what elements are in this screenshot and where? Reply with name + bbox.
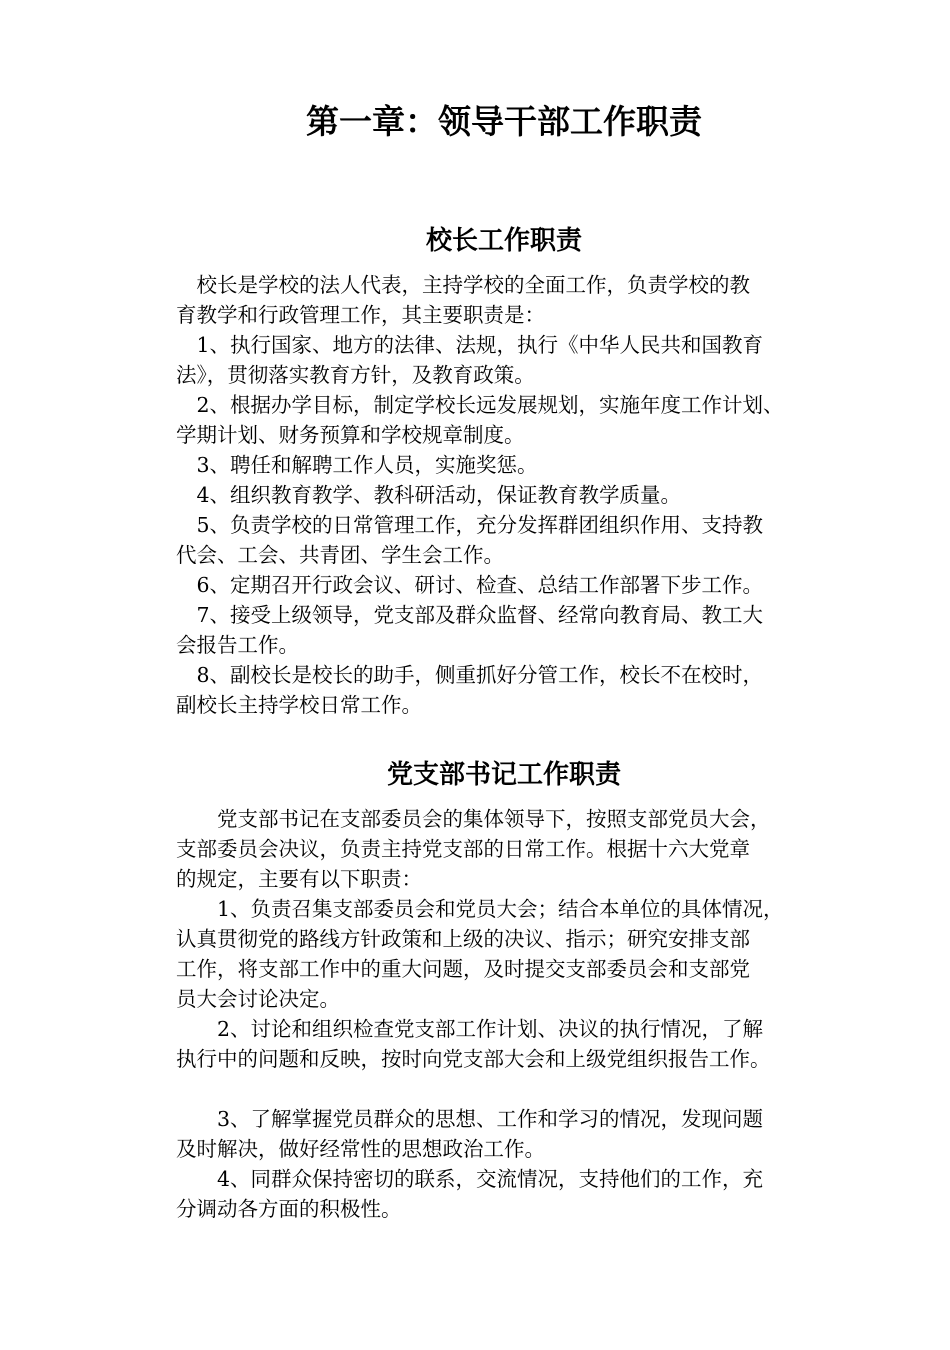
blank-line [176, 1074, 876, 1104]
section-body-party-secretary [176, 804, 876, 1224]
paragraph-line: 育教学和行政管理工作，其主要职责是： [176, 303, 545, 327]
paragraph-line: 校长是学校的法人代表，主持学校的全面工作，负责学校的教 [176, 273, 750, 297]
paragraph-line: 学期计划、财务预算和学校规章制度。 [176, 423, 525, 447]
paragraph-line: 法》，贯彻落实教育方针，及教育政策。 [176, 363, 535, 387]
paragraph-line: 1、执行国家、地方的法律、法规，执行《中华人民共和国教育 [176, 333, 764, 357]
paragraph-line: 员大会讨论决定。 [176, 987, 340, 1011]
paragraph-line: 分调动各方面的积极性。 [176, 1197, 402, 1221]
paragraph-line: 执行中的问题和反映，按时向党支部大会和上级党组织报告工作。 [176, 1047, 771, 1071]
chapter-title: 第一章：领导干部工作职责 [306, 102, 702, 141]
paragraph-line: 工作，将支部工作中的重大问题，及时提交支部委员会和支部党 [176, 957, 750, 981]
paragraph-line: 7、接受上级领导，党支部及群众监督、经常向教育局、教工大 [176, 603, 764, 627]
paragraph-line: 4、同群众保持密切的联系，交流情况，支持他们的工作，充 [176, 1167, 764, 1191]
paragraph-line: 8、副校长是校长的助手，侧重抓好分管工作，校长不在校时， [176, 663, 764, 687]
paragraph-line: 支部委员会决议，负责主持党支部的日常工作。根据十六大党章 [176, 837, 750, 861]
paragraph-line: 党支部书记在支部委员会的集体领导下，按照支部党员大会， [176, 807, 771, 831]
paragraph-line: 3、聘任和解聘工作人员，实施奖惩。 [176, 453, 538, 477]
paragraph-line: 5、负责学校的日常管理工作，充分发挥群团组织作用、支持教 [176, 513, 764, 537]
section-title-principal: 校长工作职责 [425, 226, 582, 256]
paragraph-line: 认真贯彻党的路线方针政策和上级的决议、指示；研究安排支部 [176, 927, 750, 951]
paragraph-line: 2、讨论和组织检查党支部工作计划、决议的执行情况，了解 [176, 1017, 764, 1041]
section-title-party-secretary: 党支部书记工作职责 [386, 760, 621, 790]
section-body-principal [176, 270, 876, 720]
paragraph-line: 3、了解掌握党员群众的思想、工作和学习的情况，发现问题 [176, 1107, 764, 1131]
paragraph-line: 及时解决，做好经常性的思想政治工作。 [176, 1137, 545, 1161]
paragraph-line: 2、根据办学目标，制定学校长远发展规划，实施年度工作计划、 [176, 393, 784, 417]
paragraph-line: 4、组织教育教学、教科研活动，保证教育教学质量。 [176, 483, 682, 507]
paragraph-line: 副校长主持学校日常工作。 [176, 693, 422, 717]
paragraph-line: 代会、工会、共青团、学生会工作。 [176, 543, 504, 567]
paragraph-line: 1、负责召集支部委员会和党员大会；结合本单位的具体情况， [176, 897, 784, 921]
paragraph-line: 的规定，主要有以下职责： [176, 867, 422, 891]
paragraph-line: 6、定期召开行政会议、研讨、检查、总结工作部署下步工作。 [176, 573, 764, 597]
paragraph-line: 会报告工作。 [176, 633, 299, 657]
